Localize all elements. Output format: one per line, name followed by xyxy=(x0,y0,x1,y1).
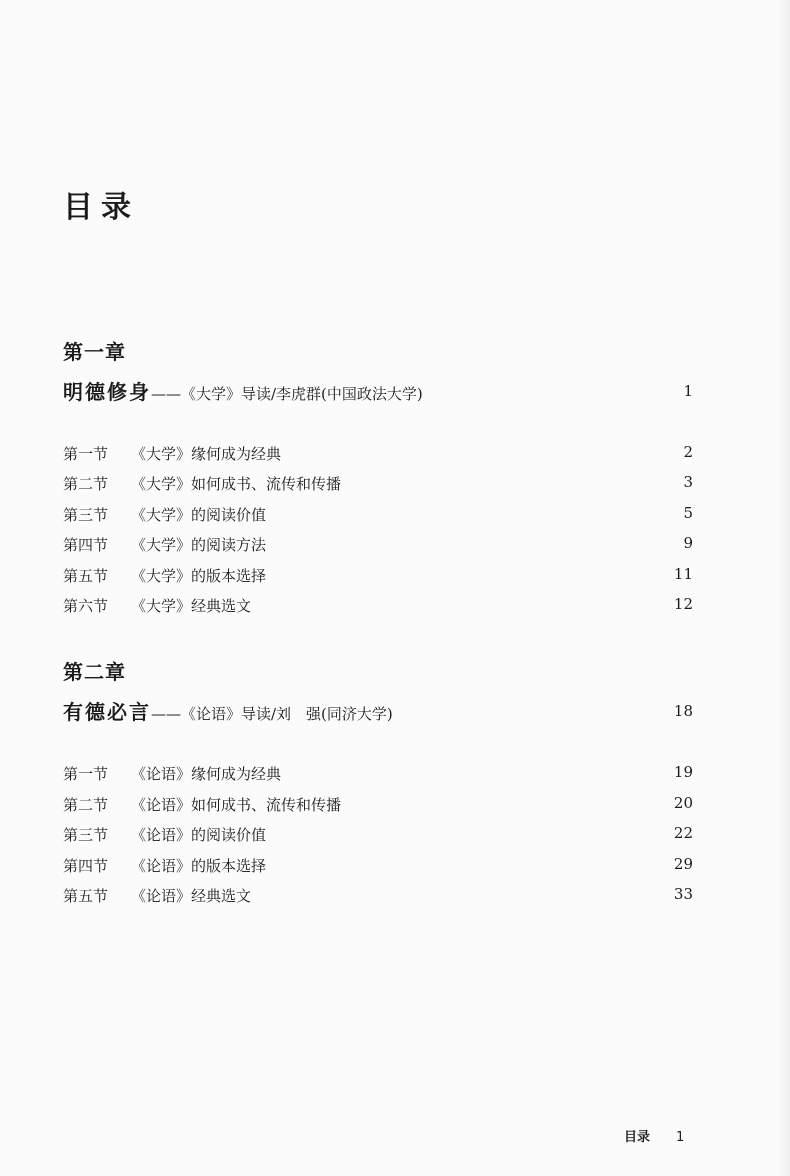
section-title: 《大学》如何成书、流传和传播 xyxy=(131,475,342,493)
toc-section-row[interactable] xyxy=(63,504,693,526)
section-number: 第二节 xyxy=(63,796,109,814)
section-number: 第五节 xyxy=(63,887,109,905)
toc-section-row[interactable] xyxy=(63,855,693,877)
section-number: 第三节 xyxy=(63,506,109,524)
footer-label: 目录 xyxy=(624,1130,651,1145)
toc-section-row[interactable] xyxy=(63,763,693,785)
chapter-subtitle: ——《论语》导读/刘 强(同济大学) xyxy=(151,705,393,723)
section-number: 第六节 xyxy=(63,597,109,615)
chapter-heading[interactable] xyxy=(63,376,693,404)
chapter-heading[interactable] xyxy=(63,696,693,724)
section-page-number: 2 xyxy=(683,443,693,461)
page-footer xyxy=(624,1126,684,1145)
page-edge-shadow xyxy=(776,0,790,1176)
section-title: 《论语》缘何成为经典 xyxy=(131,765,282,783)
toc-section-row[interactable] xyxy=(63,443,693,465)
section-number: 第一节 xyxy=(63,765,109,783)
section-number: 第四节 xyxy=(63,536,109,554)
chapter-main-title: 明德修身 xyxy=(63,380,151,404)
chapter-main-title: 有德必言 xyxy=(63,700,151,724)
section-title: 《大学》的阅读方法 xyxy=(131,536,267,554)
toc-section-row[interactable] xyxy=(63,595,693,617)
section-title: 《大学》的阅读价值 xyxy=(131,506,267,524)
toc-section-row[interactable] xyxy=(63,885,693,907)
section-title: 《论语》如何成书、流传和传播 xyxy=(131,796,342,814)
toc-section-row[interactable] xyxy=(63,794,693,816)
section-page-number: 3 xyxy=(683,473,693,491)
section-page-number: 19 xyxy=(673,763,693,781)
toc-section-row[interactable] xyxy=(63,473,693,495)
section-title: 《论语》的版本选择 xyxy=(131,857,267,875)
section-title: 《论语》经典选文 xyxy=(131,887,252,905)
chapter-label: 第二章 xyxy=(63,660,126,684)
section-page-number: 9 xyxy=(683,534,693,552)
section-page-number: 12 xyxy=(673,595,693,613)
chapter-subtitle: ——《大学》导读/李虎群(中国政法大学) xyxy=(151,385,423,403)
chapter-label: 第一章 xyxy=(63,340,126,364)
footer-page-number: 1 xyxy=(676,1130,685,1145)
toc-section-row[interactable] xyxy=(63,565,693,587)
section-page-number: 11 xyxy=(673,565,693,583)
section-page-number: 20 xyxy=(673,794,693,812)
section-title: 《大学》缘何成为经典 xyxy=(131,445,282,463)
section-title: 《大学》的版本选择 xyxy=(131,567,267,585)
section-title: 《论语》的阅读价值 xyxy=(131,826,267,844)
section-title: 《大学》经典选文 xyxy=(131,597,252,615)
section-number: 第五节 xyxy=(63,567,109,585)
section-number: 第二节 xyxy=(63,475,109,493)
toc-section-row[interactable] xyxy=(63,824,693,846)
section-page-number: 22 xyxy=(673,824,693,842)
chapter-page-number: 1 xyxy=(683,382,693,400)
section-page-number: 33 xyxy=(673,885,693,903)
section-number: 第一节 xyxy=(63,445,109,463)
section-number: 第三节 xyxy=(63,826,109,844)
toc-section-row[interactable] xyxy=(63,534,693,556)
page-title: 目录 xyxy=(63,190,139,225)
chapter-page-number: 18 xyxy=(673,702,693,720)
section-page-number: 29 xyxy=(673,855,693,873)
section-number: 第四节 xyxy=(63,857,109,875)
section-page-number: 5 xyxy=(683,504,693,522)
